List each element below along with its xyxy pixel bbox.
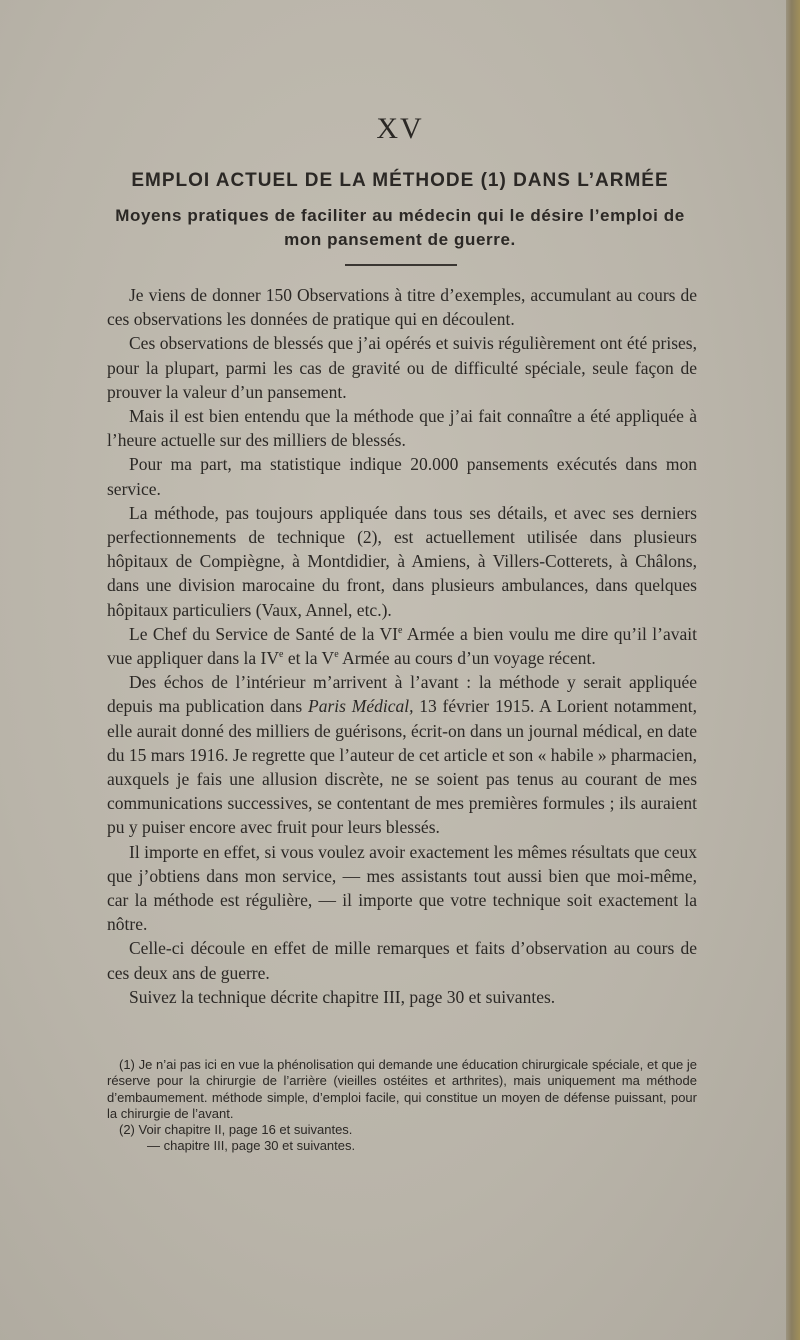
page-edge [786, 0, 800, 1340]
text-run: Armée a bien voulu me dire qu’il l’avait vue appliquer dans la IV [107, 623, 697, 669]
text-run: et la V [283, 648, 335, 669]
paragraph: Celle-ci découle en effet de mille remarques et faits d’observation au cours de ces deux ans de guerre. [107, 938, 697, 983]
paragraph: Pour ma part, ma statistique indique 20.000 pansements exécutés dans mon service. [107, 454, 697, 499]
paragraph: Mais il est bien entendu que la méthode que j’ai fait connaître a été appliquée à l’heure actuelle sur des milliers de blessés. [107, 406, 697, 451]
text-run: Armée au cours d’un voyage récent. [338, 648, 596, 669]
section-divider [345, 264, 457, 266]
footnote: (1) Je n’ai pas ici en vue la phénolisation qui demande une éducation chirurgicale spéciale, et que je réserve pour la chirurgie de l’arrière (vieilles ostéites et arthrites), mais uniquement ma méthode d’embaumement. méthode simple, d’emploi facile, qui constitue un moyen de défense puissant, pour la chirurgie de l’avant. [107, 1057, 697, 1121]
superscript: e [279, 649, 284, 661]
superscript: e [397, 625, 403, 637]
journal-title: Paris Médical, [308, 696, 414, 717]
superscript: e [334, 649, 339, 661]
footnote: (2) Voir chapitre II, page 16 et suivantes. [119, 1122, 353, 1138]
paragraph: Suivez la technique décrite chapitre III, page 30 et suivantes. [129, 986, 556, 1007]
text-run: Le Chef du Service de Santé de la VI [129, 623, 398, 644]
paragraph: La méthode, pas toujours appliquée dans tous ses détails, et avec ses derniers perfectionnements de technique (2), est actuellement utilisée dans plusieurs hôpitaux de Compiègne, à Montdidier, à Amiens, à Villers-Cotterets, à Châlons, dans une division marocaine du front, dans plusieurs ambulances, dans quelques hôpitaux particuliers (Vaux, Annel, etc.). [107, 502, 697, 620]
paragraph: Je viens de donner 150 Observations à titre d’exemples, accumulant au cours de ces observations les données de pratique qui en découlent. [107, 285, 697, 330]
text-run: Des échos de l’intérieur m’arrivent à l’avant : la méthode y serait appliquée depuis ma publication dans [107, 672, 697, 717]
chapter-number: XV [376, 112, 424, 145]
body-text [107, 283, 697, 1009]
paragraph: Ces observations de blessés que j’ai opérés et suivis régulièrement ont été prises, pour la plupart, parmi les cas de gravité ou de difficulté spéciale, seule façon de prouver la valeur d’un pansement. [107, 333, 697, 402]
footnote: — chapitre III, page 30 et suivantes. [147, 1138, 356, 1154]
text-run: 13 février 1915. A Lorient notamment, elle aurait donné des milliers de guérisons, écrit-on dans un journal médical, en date du 15 mars 1916. Je regrette que l’auteur de cet article et son « habile » pharmacien, auxquels je fais une allusion discrète, ne se soient pas tenus au courant de mes communications successives, se contentant de mes premières formules ; ils auraient pu y puiser encore avec fruit pour leurs blessés. [107, 696, 697, 838]
chapter-title: EMPLOI ACTUEL DE LA MÉTHODE (1) DANS L’ARMÉE [131, 170, 669, 191]
paragraph: Il importe en effet, si vous voulez avoir exactement les mêmes résultats que ceux que j’obtiens dans mon service, — mes assistants tout aussi bien que moi-même, car la méthode est régulière, — il importe que votre technique soit exactement la nôtre. [107, 841, 697, 935]
chapter-subtitle: Moyens pratiques de faciliter au médecin qui le désire l’emploi de mon pansement de guerre. [115, 206, 685, 249]
footnotes [107, 1057, 697, 1155]
paragraph [107, 622, 697, 670]
paragraph [107, 670, 697, 839]
